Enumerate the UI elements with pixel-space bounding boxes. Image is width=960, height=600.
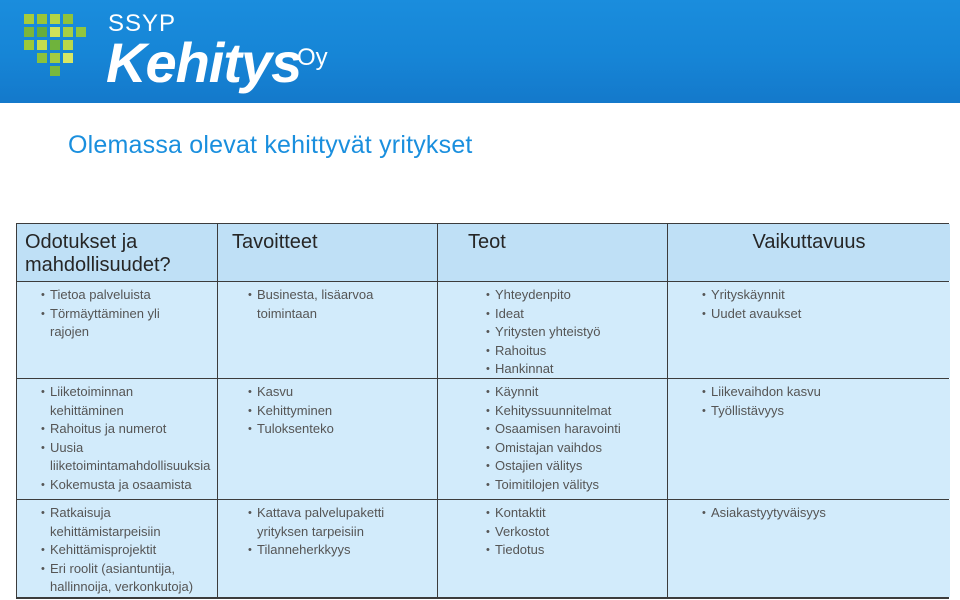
bullet-list — [702, 286, 934, 323]
cell-goals — [218, 282, 437, 378]
header-goals: Tavoitteet — [218, 224, 437, 281]
list-item: • Ratkaisuja kehittämistarpeisiin — [41, 504, 201, 541]
list-item: • Verkostot — [486, 523, 651, 542]
list-item: • Omistajan vaihdos — [486, 439, 651, 458]
list-item: • Ostajien välitys — [486, 457, 651, 476]
bullet-list — [248, 383, 421, 439]
list-item: • Businesta, lisäarvoa toimintaan — [248, 286, 421, 323]
bullet-list — [41, 286, 201, 342]
list-item: • Yhteydenpito — [486, 286, 651, 305]
bullet-list — [486, 504, 651, 560]
bullet-list — [486, 286, 651, 379]
list-item: • Rahoitus — [486, 342, 651, 361]
list-item: • Tiedotus — [486, 541, 651, 560]
list-item: • Törmäyttäminen yli rajojen — [41, 305, 201, 342]
bullet-list — [41, 504, 201, 597]
bullet-list — [248, 286, 421, 323]
header-actions: Teot — [438, 224, 667, 281]
bullet-list — [41, 383, 211, 494]
cell-goals — [218, 500, 437, 597]
bullet-list — [702, 383, 934, 420]
cell-impact — [668, 282, 950, 378]
list-item: • Eri roolit (asiantuntija, hallinnoija, verkonkutoja) — [41, 560, 201, 597]
cell-actions — [438, 282, 667, 378]
list-item: • Kehittämisprojektit — [41, 541, 201, 560]
list-item: • Työllistävyys — [702, 402, 934, 421]
list-item: • Uudet avaukset — [702, 305, 934, 324]
cell-goals — [218, 379, 437, 499]
list-item: • Yrityskäynnit — [702, 286, 934, 305]
cell-impact — [668, 379, 950, 499]
header-banner — [0, 0, 960, 103]
list-item: • Kokemusta ja osaamista — [41, 476, 201, 495]
cell-actions — [438, 500, 667, 597]
cell-impact — [668, 500, 950, 597]
list-item: • Rahoitus ja numerot — [41, 420, 201, 439]
list-item: • Tilanneherkkyys — [248, 541, 421, 560]
cell-expectations — [17, 379, 217, 499]
brand-name: Kehitys — [106, 31, 302, 94]
bullet-list — [248, 504, 421, 560]
list-item: • Kasvu — [248, 383, 421, 402]
bullet-list — [702, 504, 934, 523]
cell-expectations — [17, 282, 217, 378]
brand-suffix: Oy — [297, 44, 328, 71]
brand-small-text: SSYP — [108, 10, 177, 37]
header-impact: Vaikuttavuus — [668, 224, 950, 281]
list-item: • Asiakastyytyväisyys — [702, 504, 934, 523]
list-item: • Tietoa palveluista — [41, 286, 201, 305]
list-item: • Käynnit — [486, 383, 651, 402]
header-expectations: Odotukset ja mahdollisuudet? — [17, 224, 217, 281]
list-item: • Kehittyminen — [248, 402, 421, 421]
list-item: • Osaamisen haravointi — [486, 420, 651, 439]
bullet-list — [486, 383, 651, 494]
list-item: • Kehityssuunnitelmat — [486, 402, 651, 421]
list-item: • Yritysten yhteistyö — [486, 323, 651, 342]
list-item: • Liikevaihdon kasvu — [702, 383, 934, 402]
list-item: • Tuloksenteko — [248, 420, 421, 439]
cell-actions — [438, 379, 667, 499]
goals-table — [16, 223, 949, 599]
ssyp-logo-mark — [24, 14, 88, 78]
list-item: • Kattava palvelupaketti yrityksen tarpeisiin — [248, 504, 421, 541]
list-item: • Uusia liiketoimintamahdollisuuksia — [41, 439, 201, 476]
cell-expectations — [17, 500, 217, 597]
list-item: • Liiketoiminnan kehittäminen — [41, 383, 201, 420]
list-item: • Hankinnat — [486, 360, 651, 379]
list-item: • Ideat — [486, 305, 651, 324]
list-item: • Kontaktit — [486, 504, 651, 523]
page-title: Olemassa olevat kehittyvät yritykset — [68, 131, 473, 159]
list-item: • Toimitilojen välitys — [486, 476, 651, 495]
